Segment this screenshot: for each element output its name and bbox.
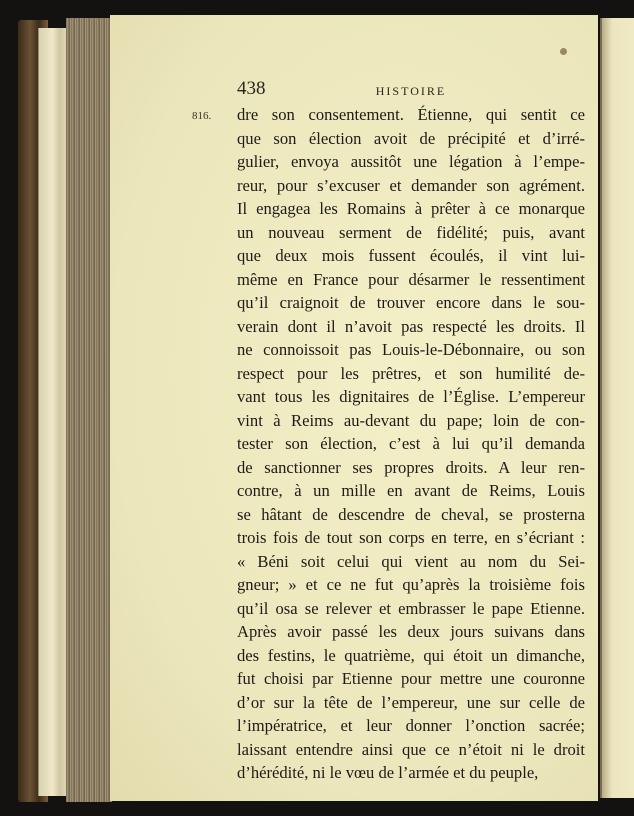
text-line: l’impératrice, et leur donner l’onction sacrée;: [237, 716, 585, 735]
text-line: de sanctionner ses propres droits. A leur ren-: [237, 457, 585, 477]
facing-page: [600, 18, 634, 798]
text-line: que deux mois fussent écoulés, il vint lui-: [237, 246, 585, 265]
text-line: vint à Reims au-devant du pape; loin de con-: [237, 410, 585, 430]
text-line: Après avoir passé les deux jours suivans dans: [237, 622, 585, 641]
text-line: se hâtant de descendre de cheval, se prosterna: [237, 504, 585, 524]
text-line: qu’il craignoit de trouver encore dans le sou-: [237, 293, 585, 312]
page-header: [237, 78, 585, 100]
text-line: laissant entendre ainsi que ce n’étoit ni le droit: [237, 739, 585, 759]
text-line: un nouveau serment de fidélité; puis, avant: [237, 222, 585, 242]
text-line: que son élection avoit de précipité et d’irré-: [237, 128, 585, 148]
text-line: gneur; » et ce ne fut qu’après la troisième fois: [237, 575, 585, 594]
running-head: HISTOIRE: [375, 84, 447, 98]
text-line: dre son consentement. Étienne, qui sentit ce: [237, 105, 585, 124]
page-edges: [66, 18, 112, 802]
text-line: « Béni soit celui qui vient au nom du Sei-: [237, 551, 585, 571]
body-text: [237, 103, 585, 785]
text-line: respect pour les prêtres, et son humilité de-: [237, 363, 585, 383]
text-line: ne connoissoit pas Louis-le-Débonnaire, ou son: [237, 340, 585, 359]
text-line: tester son élection, c’est à lui qu’il demanda: [237, 434, 585, 453]
page-number: 438: [237, 78, 266, 99]
text-line: Il engagea les Romains à prêter à ce monarque: [237, 199, 585, 218]
text-line: fut choisi par Etienne pour mettre une couronne: [237, 669, 585, 688]
text-line: reur, pour s’excuser et demander son agrément.: [237, 175, 585, 195]
text-line: contre, à un mille en avant de Reims, Louis: [237, 481, 585, 500]
text-line: verain dont il n’avoit pas respecté les droits. Il: [237, 316, 585, 336]
margin-note: 816.: [192, 110, 212, 122]
text-line: des festins, le quatrième, qui étoit un dimanche,: [237, 645, 585, 665]
text-line: qu’il osa se relever et embrasser le pape Etienne.: [237, 598, 585, 618]
text-line: gulier, envoya aussitôt une légation à l’empe-: [237, 152, 585, 171]
text-line: vant tous les dignitaires de l’Église. L’empereur: [237, 387, 585, 406]
foxing-spot: [560, 48, 567, 55]
text-line: d’hérédité, ni le vœu de l’armée et du peuple,: [237, 763, 539, 782]
text-line: même en France pour désarmer le ressentiment: [237, 269, 585, 289]
text-line: d’or sur la tête de l’empereur, une sur celle de: [237, 692, 585, 712]
text-line: trois fois de tout son corps en terre, en s’écriant :: [237, 528, 585, 547]
